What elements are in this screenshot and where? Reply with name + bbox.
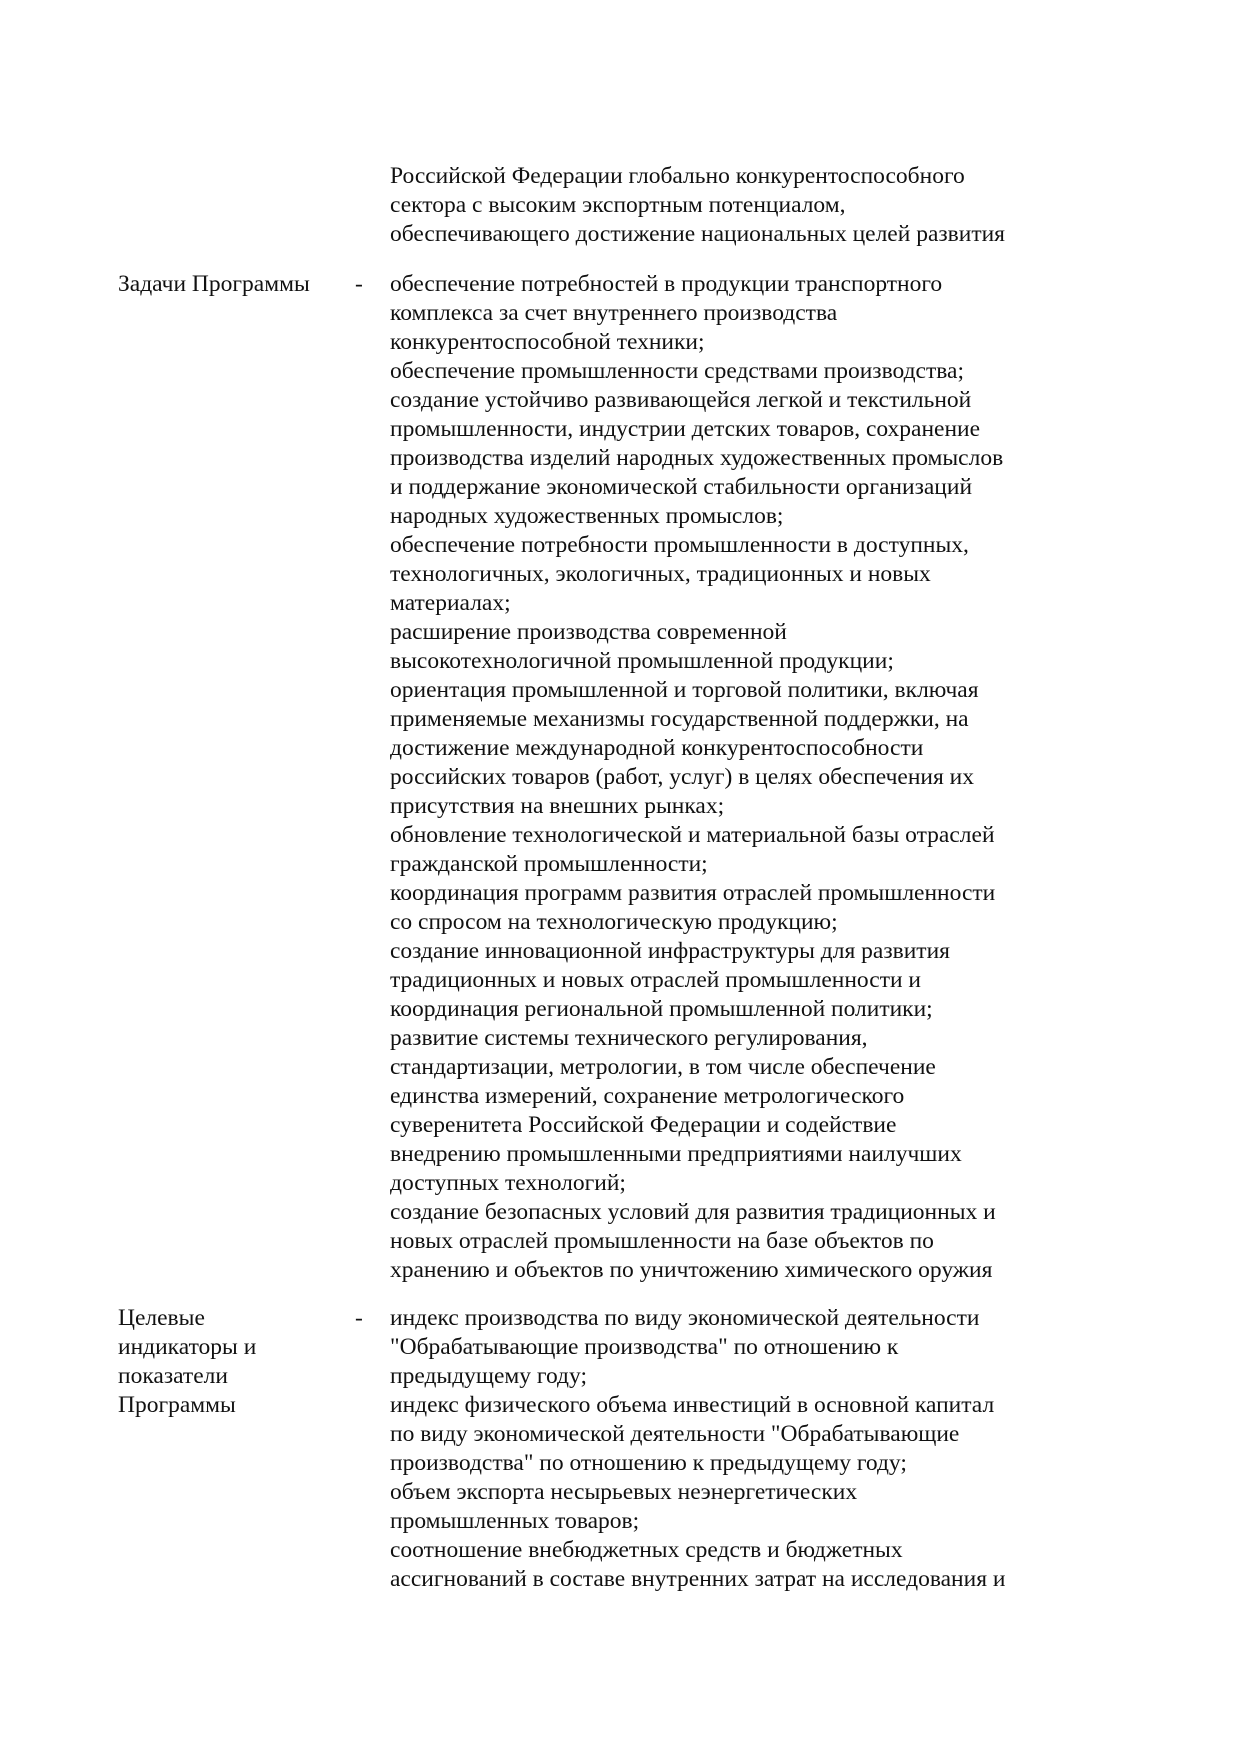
tasks-line: координация программ развития отраслей промышленности (390, 880, 996, 906)
tasks-line: достижение международной конкурентоспособности (390, 735, 924, 761)
tasks-line: народных художественных промыслов; (390, 503, 784, 529)
tasks-line: создание безопасных условий для развития традиционных и (390, 1199, 996, 1225)
tasks-line: комплекса за счет внутреннего производства (390, 300, 838, 326)
tasks-line: обеспечение промышленности средствами производства; (390, 358, 964, 384)
intro-line: Российской Федерации глобально конкурентоспособного (390, 163, 965, 189)
tasks-line: создание устойчиво развивающейся легкой и текстильной (390, 387, 972, 413)
indicators-label: индикаторы и (118, 1334, 257, 1360)
tasks-line: обновление технологической и материальной базы отраслей (390, 822, 995, 848)
indicators-label: Программы (118, 1392, 236, 1418)
intro-line: обеспечивающего достижение национальных целей развития (390, 221, 1005, 247)
indicators-dash: - (355, 1305, 363, 1331)
indicators-line: производства" по отношению к предыдущему году; (390, 1450, 907, 1476)
tasks-line: обеспечение потребности промышленности в доступных, (390, 532, 969, 558)
tasks-line: присутствия на внешних рынках; (390, 793, 725, 819)
tasks-line: высокотехнологичной промышленной продукции; (390, 648, 894, 674)
tasks-line: развитие системы технического регулирования, (390, 1025, 868, 1051)
indicators-line: индекс производства по виду экономической деятельности (390, 1305, 980, 1331)
indicators-line: промышленных товаров; (390, 1508, 640, 1534)
tasks-line: обеспечение потребностей в продукции транспортного (390, 271, 943, 297)
tasks-line: создание инновационной инфраструктуры для развития (390, 938, 950, 964)
tasks-line: и поддержание экономической стабильности организаций (390, 474, 973, 500)
indicators-line: по виду экономической деятельности "Обрабатывающие (390, 1421, 960, 1447)
indicators-label: показатели (118, 1363, 228, 1389)
tasks-line: доступных технологий; (390, 1170, 626, 1196)
tasks-line: новых отраслей промышленности на базе объектов по (390, 1228, 934, 1254)
tasks-line: материалах; (390, 590, 511, 616)
tasks-line: единства измерений, сохранение метрологического (390, 1083, 905, 1109)
tasks-line: промышленности, индустрии детских товаров, сохранение (390, 416, 981, 442)
tasks-line: конкурентоспособной техники; (390, 329, 705, 355)
indicators-line: "Обрабатывающие производства" по отношению к (390, 1334, 899, 1360)
tasks-line: внедрению промышленными предприятиями наилучших (390, 1141, 962, 1167)
tasks-line: координация региональной промышленной политики; (390, 996, 933, 1022)
tasks-line: российских товаров (работ, услуг) в целях обеспечения их (390, 764, 975, 790)
tasks-line: ориентация промышленной и торговой политики, включая (390, 677, 979, 703)
tasks-line: традиционных и новых отраслей промышленности и (390, 967, 921, 993)
tasks-line: стандартизации, метрологии, в том числе обеспечение (390, 1054, 936, 1080)
indicators-line: ассигнований в составе внутренних затрат на исследования и (390, 1566, 1006, 1592)
tasks-line: расширение производства современной (390, 619, 787, 645)
indicators-line: объем экспорта несырьевых неэнергетических (390, 1479, 858, 1505)
tasks-line: хранению и объектов по уничтожению химического оружия (390, 1257, 993, 1283)
tasks-line: гражданской промышленности; (390, 851, 708, 877)
indicators-line: предыдущему году; (390, 1363, 587, 1389)
tasks-label: Задачи Программы (118, 271, 310, 297)
tasks-line: суверенитета Российской Федерации и содействие (390, 1112, 897, 1138)
indicators-label: Целевые (118, 1305, 205, 1331)
indicators-line: соотношение внебюджетных средств и бюджетных (390, 1537, 903, 1563)
indicators-line: индекс физического объема инвестиций в основной капитал (390, 1392, 995, 1418)
tasks-line: производства изделий народных художественных промыслов (390, 445, 1004, 471)
intro-line: сектора с высоким экспортным потенциалом, (390, 192, 846, 218)
tasks-line: применяемые механизмы государственной поддержки, на (390, 706, 969, 732)
tasks-line: со спросом на технологическую продукцию; (390, 909, 838, 935)
tasks-line: технологичных, экологичных, традиционных и новых (390, 561, 931, 587)
tasks-dash: - (355, 271, 363, 297)
